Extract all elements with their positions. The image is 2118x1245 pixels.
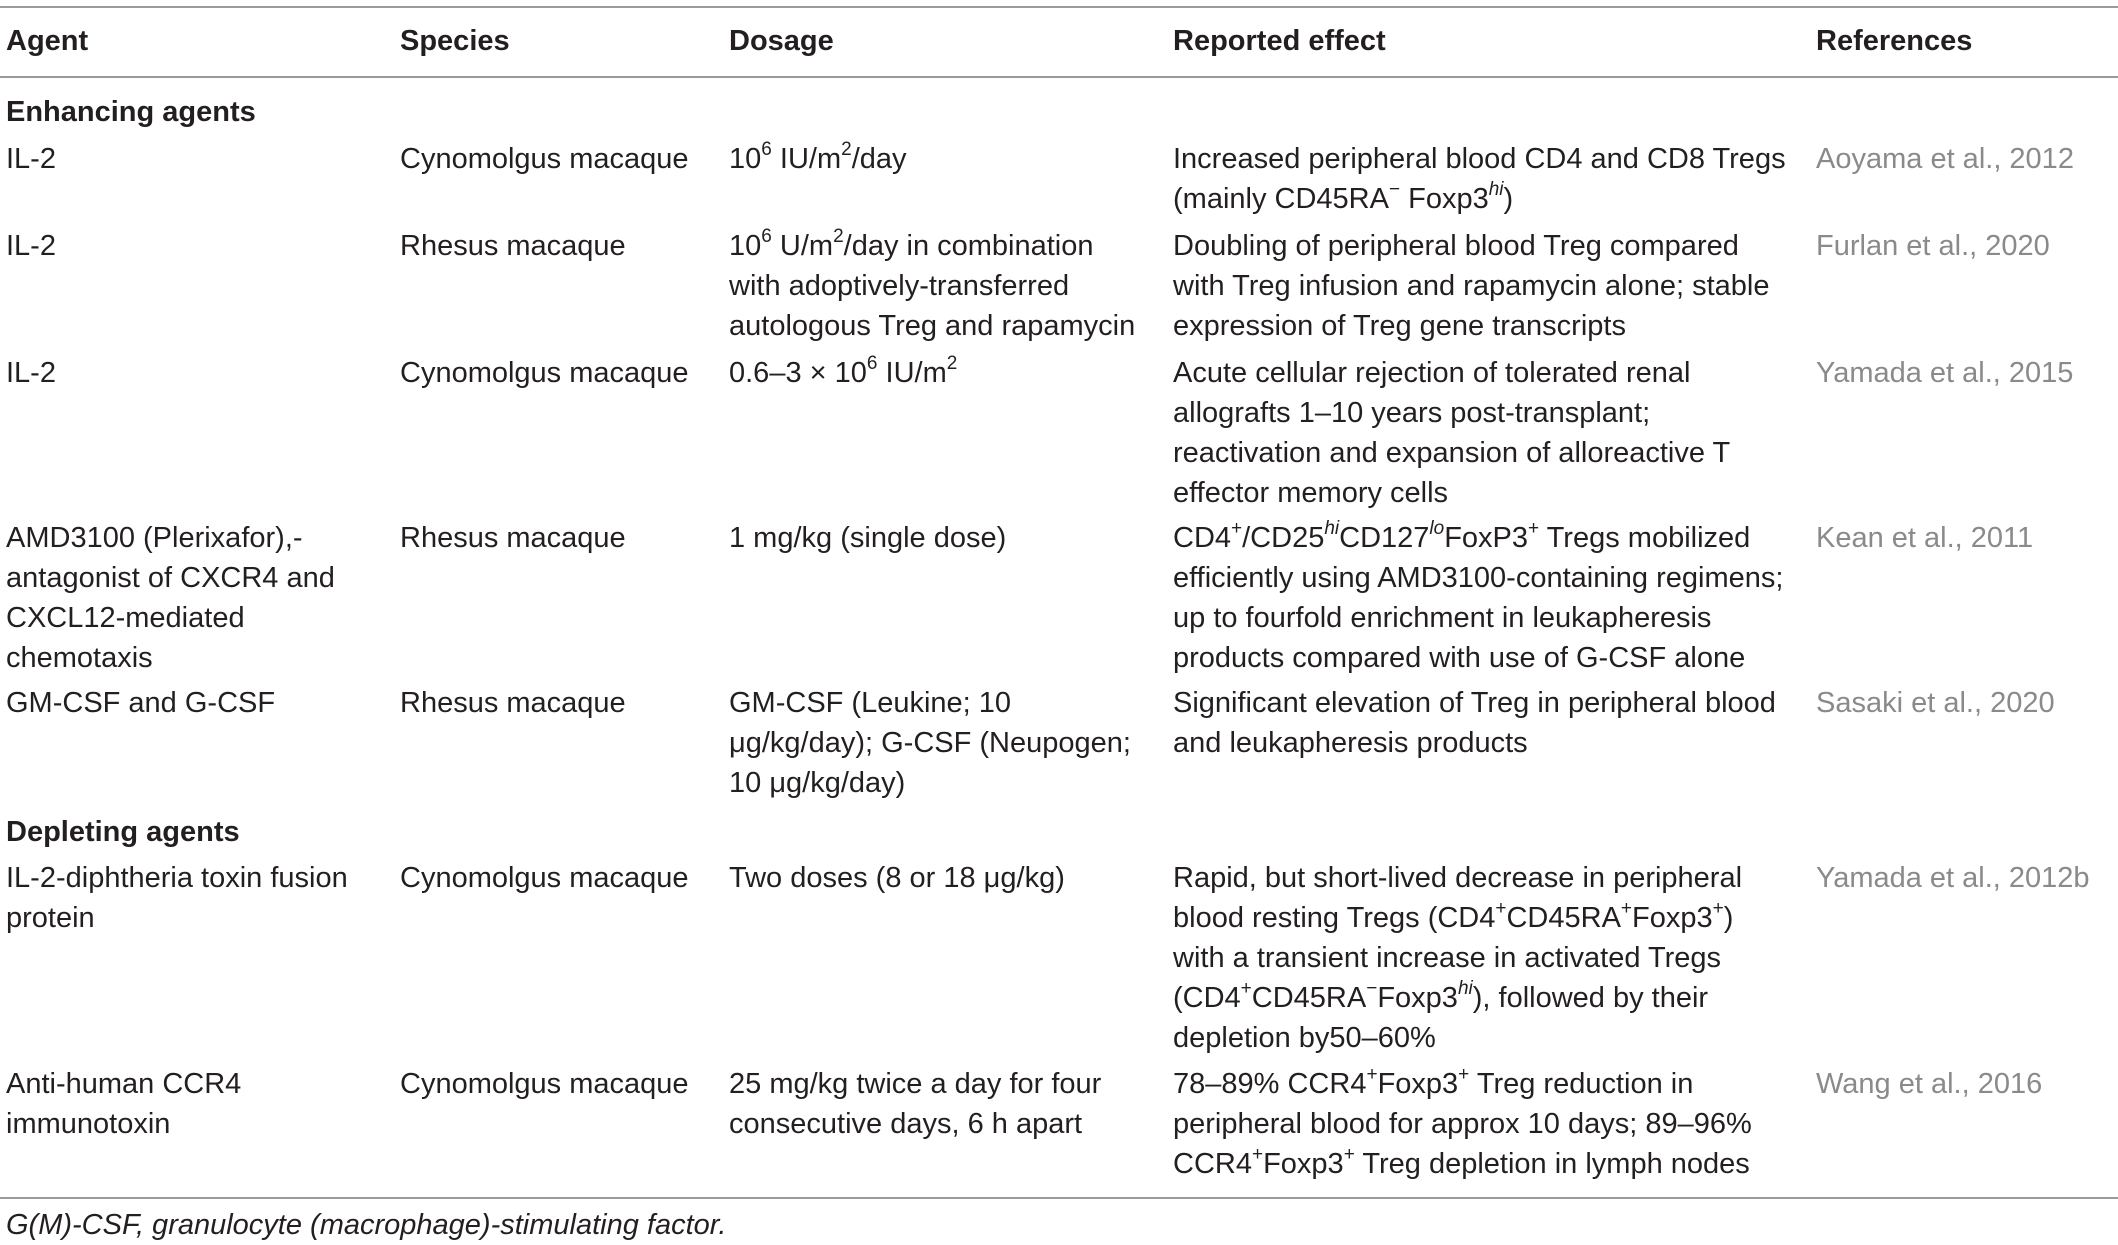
- species-cell: Rhesus macaque: [400, 230, 626, 262]
- dosage-cell: GM-CSF (Leukine; 10: [729, 687, 1012, 719]
- species-cell: Cynomolgus macaque: [400, 357, 689, 389]
- section-label: Enhancing agents: [6, 96, 256, 128]
- effect-cell: $(CD4^+CD45RA^-Foxp3^{hi})$, followed by their: [1173, 978, 1709, 1014]
- reference-cell: Sasaki et al., 2020: [1816, 687, 2055, 719]
- agent-cell: IL-2: [6, 357, 56, 389]
- reference-cell: Wang et al., 2016: [1816, 1068, 2043, 1100]
- agent-cell: chemotaxis: [6, 642, 153, 674]
- effect-cell: Acute cellular rejection of tolerated renal: [1173, 357, 1691, 389]
- species-cell: Rhesus macaque: [400, 522, 626, 554]
- dosage-cell: with adoptively-transferred: [729, 270, 1070, 302]
- effect-cell: allografts 1–10 years post-transplant;: [1173, 397, 1651, 429]
- reference-cell: Yamada et al., 2015: [1816, 357, 2074, 389]
- dosage-cell: 10 μg/kg/day): [729, 767, 906, 799]
- dosage-cell: autologous Treg and rapamycin: [729, 310, 1136, 342]
- effect-cell: with Treg infusion and rapamycin alone; stable: [1173, 270, 1770, 302]
- header-reported-effect: Reported effect: [1173, 25, 1386, 57]
- effect-cell: up to fourfold enrichment in leukapheresis: [1173, 602, 1712, 634]
- top-rule: [0, 6, 2118, 8]
- bottom-rule: [0, 1197, 2118, 1199]
- reference-cell: Furlan et al., 2020: [1816, 230, 2050, 262]
- effect-cell: and leukapheresis products: [1173, 727, 1528, 759]
- effect-cell: Rapid, but short-lived decrease in peripheral: [1173, 862, 1743, 894]
- dosage-cell: Two doses (8 or 18 μg/kg): [729, 862, 1065, 894]
- effect-cell: expression of Treg gene transcripts: [1173, 310, 1626, 342]
- agent-cell: GM-CSF and G-CSF: [6, 687, 276, 719]
- header-rule: [0, 76, 2118, 78]
- header-species: Species: [400, 25, 510, 57]
- agent-cell: IL-2: [6, 143, 56, 175]
- effect-cell: 78–89% CCR4+Foxp3+ Treg reduction in: [1173, 1064, 1694, 1100]
- header-dosage: Dosage: [729, 25, 834, 57]
- section-label: Depleting agents: [6, 816, 240, 848]
- effect-cell: blood resting Tregs (CD4+CD45RA+Foxp3+): [1173, 898, 1734, 934]
- header-references: References: [1816, 25, 1973, 57]
- effect-cell: depletion by50–60%: [1173, 1022, 1436, 1054]
- effect-cell: CCR4+Foxp3+ Treg depletion in lymph nodes: [1173, 1144, 1750, 1180]
- effect-cell: with a transient increase in activated Tregs: [1173, 942, 1722, 974]
- effect-cell: Doubling of peripheral blood Treg compared: [1173, 230, 1739, 262]
- effect-cell: products compared with use of G-CSF alone: [1173, 642, 1746, 674]
- table-footnote: G(M)-CSF, granulocyte (macrophage)-stimulating factor.: [6, 1209, 727, 1241]
- effect-cell: Increased peripheral blood CD4 and CD8 Tregs: [1173, 143, 1786, 175]
- effect-cell: $CD4^+/CD25^{hi}CD127^{lo}FoxP3^+$ Tregs mobilized: [1173, 518, 1751, 554]
- dosage-cell: 1 mg/kg (single dose): [729, 522, 1007, 554]
- reference-cell: Kean et al., 2011: [1816, 522, 2034, 554]
- species-cell: Rhesus macaque: [400, 687, 626, 719]
- dosage-cell: $10^6$ $U/m^2$/day in combination: [729, 226, 1094, 262]
- effect-cell: efficiently using AMD3100-containing regimens;: [1173, 562, 1784, 594]
- agent-cell: IL-2: [6, 230, 56, 262]
- agent-cell: antagonist of CXCR4 and: [6, 562, 335, 594]
- agent-cell: CXCL12-mediated: [6, 602, 245, 634]
- effect-cell: effector memory cells: [1173, 477, 1449, 509]
- agent-cell: AMD3100 (Plerixafor),-: [6, 522, 303, 554]
- agent-cell: IL-2-diphtheria toxin fusion: [6, 862, 348, 894]
- agent-cell: immunotoxin: [6, 1108, 171, 1140]
- header-agent: Agent: [6, 25, 89, 57]
- agent-cell: protein: [6, 902, 95, 934]
- effect-cell: Significant elevation of Treg in peripheral blood: [1173, 687, 1776, 719]
- dosage-cell: $10^6$ $IU/m^2$/day: [729, 139, 907, 175]
- reference-cell: Yamada et al., 2012b: [1816, 862, 2090, 894]
- agent-cell: Anti-human CCR4: [6, 1068, 242, 1100]
- dosage-cell: consecutive days, 6 h apart: [729, 1108, 1083, 1140]
- species-cell: Cynomolgus macaque: [400, 1068, 689, 1100]
- species-cell: Cynomolgus macaque: [400, 143, 689, 175]
- dosage-cell: μg/kg/day); G-CSF (Neupogen;: [729, 727, 1131, 759]
- species-cell: Cynomolgus macaque: [400, 862, 689, 894]
- effect-cell: peripheral blood for approx 10 days; 89–96%: [1173, 1108, 1752, 1140]
- effect-cell: reactivation and expansion of alloreactive T: [1173, 437, 1731, 469]
- effect-cell: (mainly CD45RA− $Foxp3^{hi}$): [1173, 179, 1514, 215]
- dosage-cell: $0.6-3 \times 10^6$ $IU/m^2$: [729, 353, 958, 389]
- reference-cell: Aoyama et al., 2012: [1816, 143, 2074, 175]
- dosage-cell: 25 mg/kg twice a day for four: [729, 1068, 1102, 1100]
